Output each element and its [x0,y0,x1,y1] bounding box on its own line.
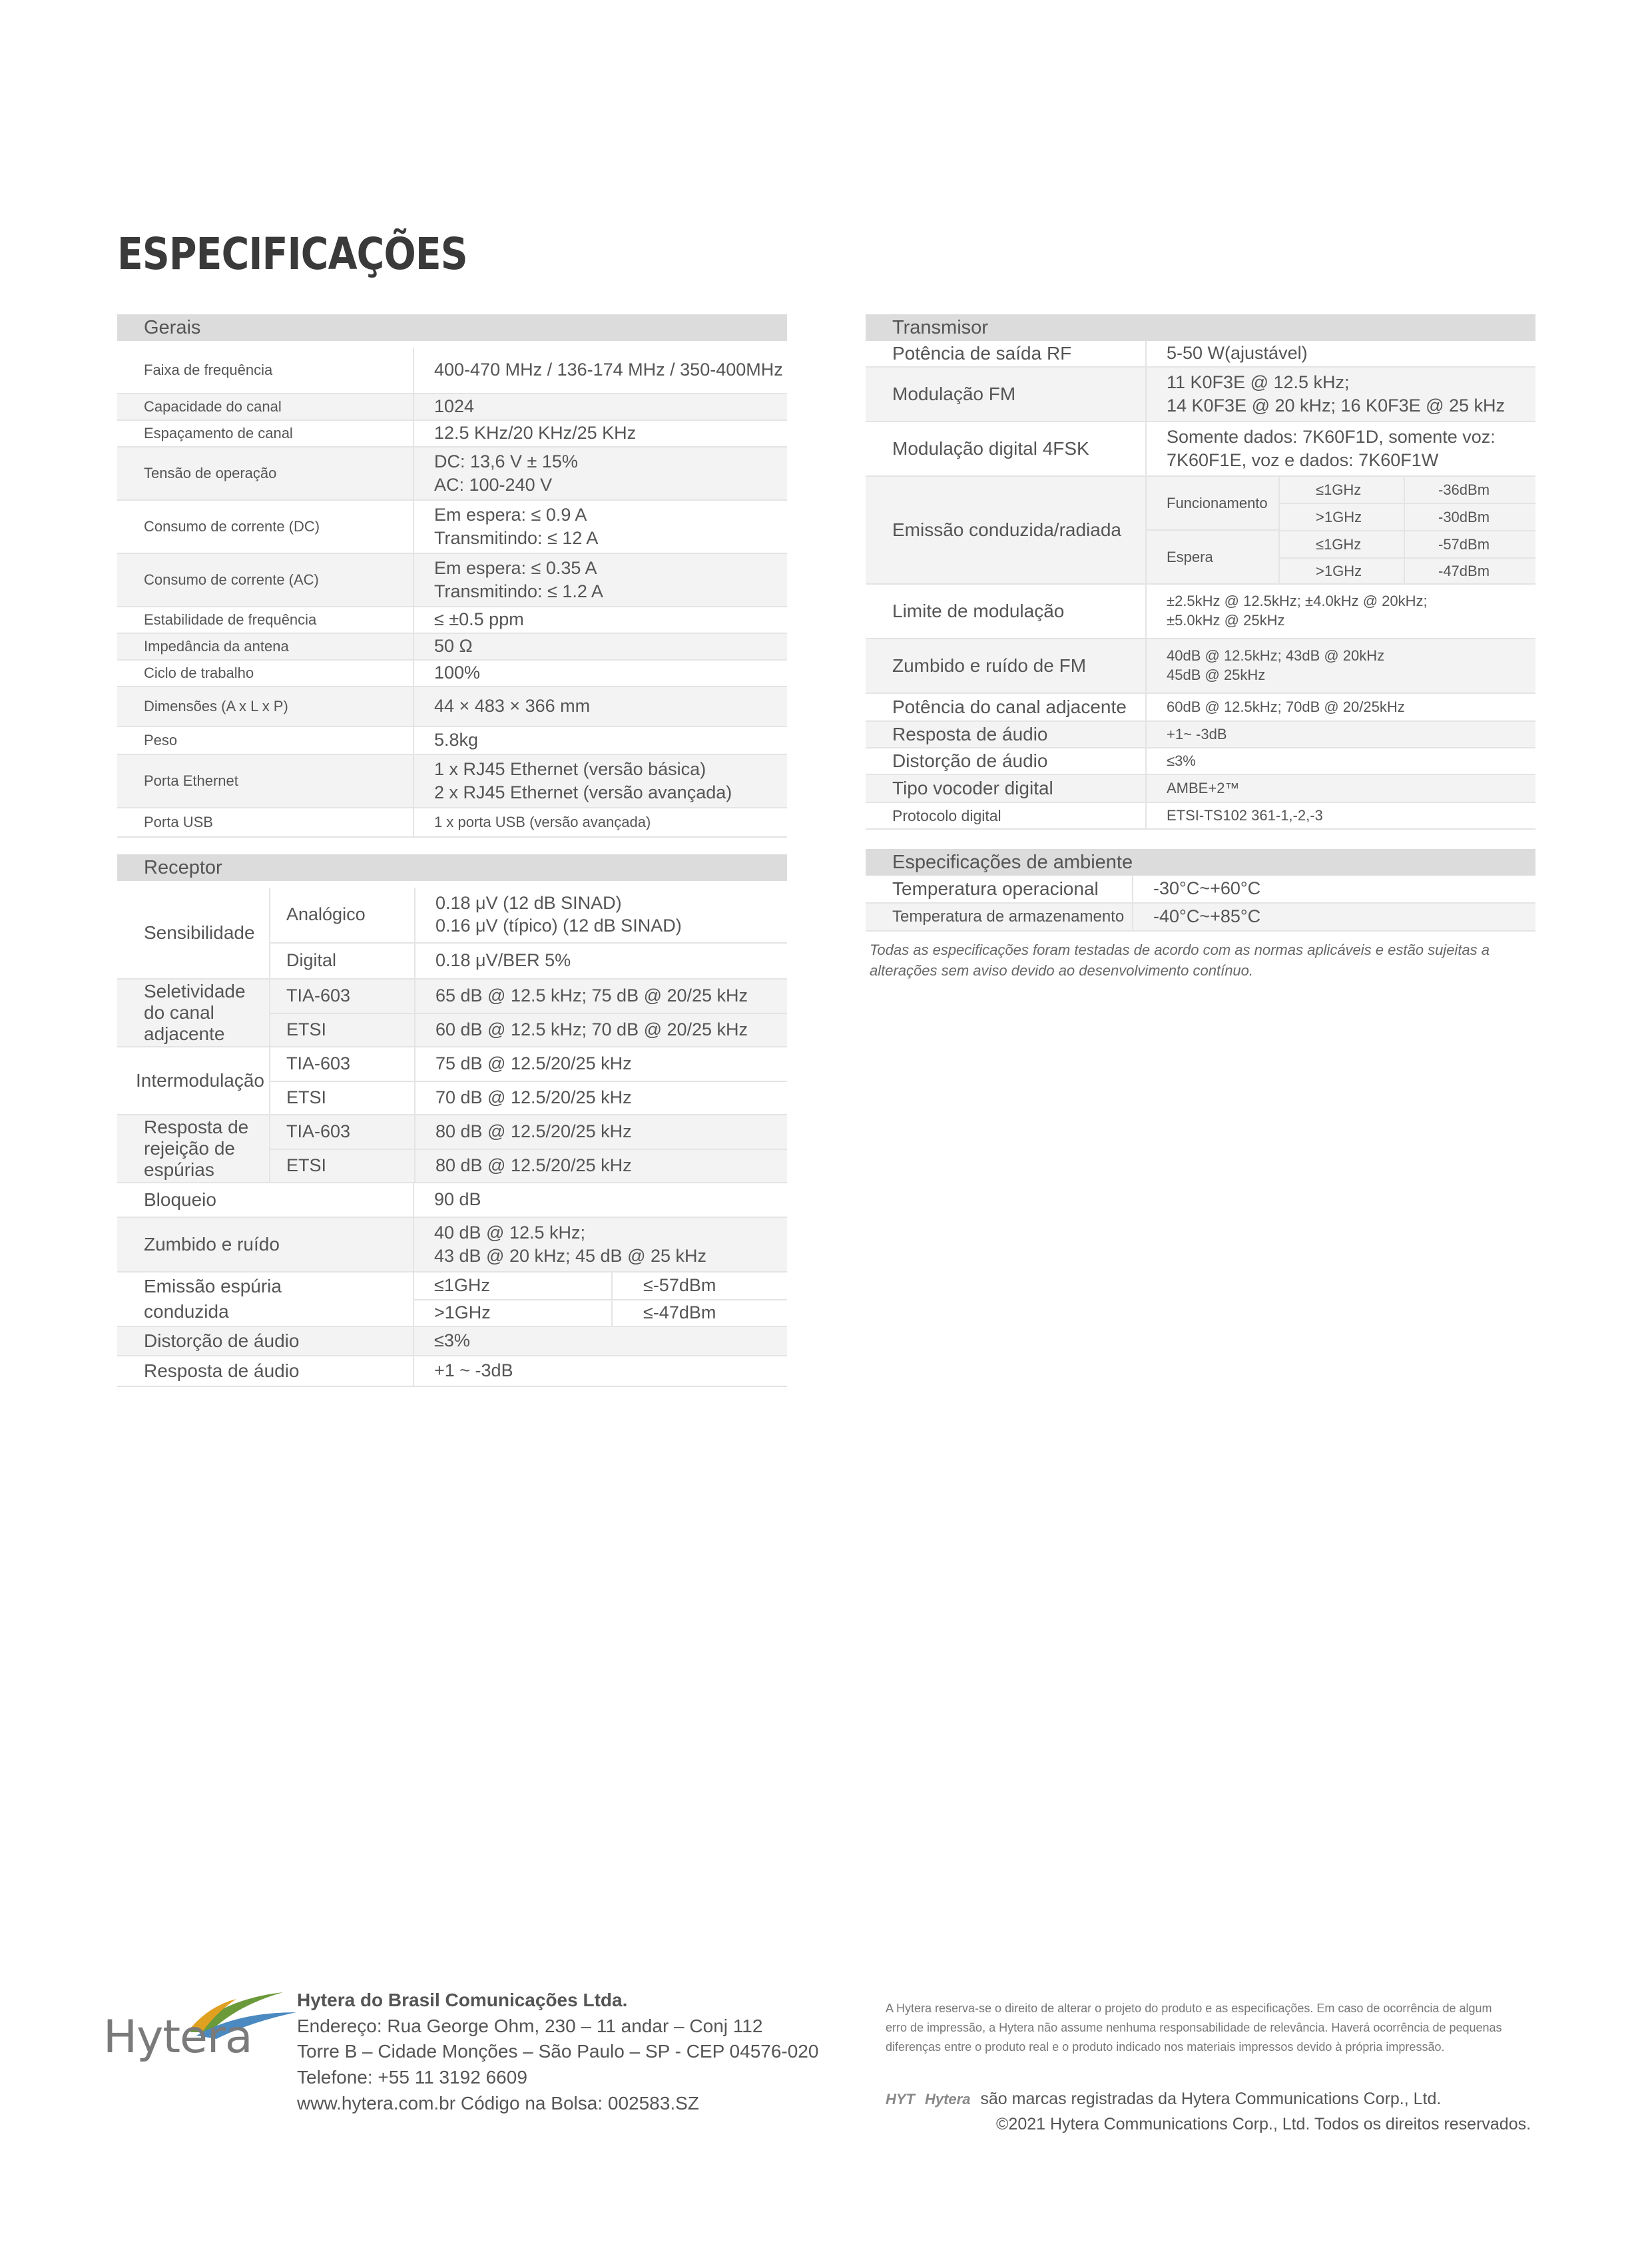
disclaimer [886,1999,1551,2056]
row-value [413,447,787,499]
section-header: Receptor [117,854,787,881]
value-line: 0.18 μV (12 dB SINAD) [435,893,622,914]
table-row [117,1218,787,1272]
mode-label: Funcionamento [1147,477,1278,531]
phone: Telefone: +55 11 3192 6609 [297,2066,527,2088]
table-row [117,661,787,687]
freq-grid [1278,477,1535,583]
table-row [117,607,787,634]
table-row [117,755,787,808]
sub-grid [1145,477,1535,583]
row-value: ETSI-TS102 361-1,-2,-3 [1145,803,1535,828]
row-label: Resposta de áudio [892,724,1048,744]
row-label: Tensão de operação [144,465,277,481]
row-value [1145,368,1535,421]
sub-label: >1GHz [434,1302,491,1323]
table-row [117,501,787,554]
sub-label: ≤1GHz [1316,481,1362,498]
sub-label: TIA-603 [286,1053,351,1074]
table-row [117,1327,787,1356]
sub-row [1280,477,1535,504]
sub-label: ETSI [286,1155,327,1176]
value-line: 40dB @ 12.5kHz; 43dB @ 20kHz [1167,647,1385,665]
section-header: Especificações de ambiente [866,849,1535,876]
sub-row [270,1150,787,1182]
row-label: Temperatura operacional [892,878,1099,899]
value-line: DC: 13,6 V ± 15% [434,451,578,471]
sub-value: 75 dB @ 12.5/20/25 kHz [414,1047,632,1081]
row-label: Emissão conduzida/radiada [892,519,1121,540]
section-ambiente [866,849,1535,932]
table-row [117,808,787,838]
row-value: +1 ~ -3dB [413,1356,787,1386]
sub-label: ≤1GHz [1316,535,1362,553]
table-row [866,368,1535,422]
row-value: 60dB @ 12.5kHz; 70dB @ 20/25kHz [1145,694,1535,720]
table-row [117,687,787,727]
copyright: ©2021 Hytera Communications Corp., Ltd. Todos os direitos reservados. [996,2114,1531,2133]
sub-label: ETSI [286,1019,327,1040]
row-value: ≤3% [1145,748,1535,774]
table-row [117,421,787,447]
row-value: ≤3% [413,1327,787,1355]
address-line: Torre B – Cidade Monções – São Paulo – SP - CEP 04576-020 [297,2041,819,2062]
sub-rows [269,1047,787,1114]
row-label: Distorção de áudio [144,1330,300,1351]
row-label: Ciclo de trabalho [144,665,254,681]
sub-label: ETSI [286,1087,327,1108]
row-label: Sensibilidade [144,922,255,943]
value-line: 2 x RJ45 Ethernet (versão avançada) [434,782,732,802]
sub-value: ≤-57dBm [611,1272,716,1299]
value-line: 43 dB @ 20 kHz; 45 dB @ 25 kHz [434,1246,707,1266]
sub-value: -47dBm [1404,559,1535,583]
value-line: Transmitindo: ≤ 12 A [434,528,599,548]
value-line: 45dB @ 25kHz [1167,667,1266,683]
table-row [866,477,1535,585]
row-value [1145,639,1535,693]
table-row [117,1272,787,1327]
row-label: Modulação digital 4FSK [892,438,1089,459]
table-row [866,803,1535,830]
row-value: 5.8kg [413,727,787,754]
row-label: Protocolo digital [892,806,1001,824]
value-line: ±2.5kHz @ 12.5kHz; ±4.0kHz @ 20kHz; [1167,593,1428,610]
row-value: 1024 [413,394,787,420]
row-label: Intermodulação [136,1070,265,1091]
hytera-logo [103,1991,252,2064]
row-value [413,755,787,807]
sub-value: 80 dB @ 12.5/20/25 kHz [414,1115,632,1149]
sub-row [1280,504,1535,531]
sub-value: ≤-47dBm [611,1300,716,1326]
table-row [117,1183,787,1218]
disclaimer-line: A Hytera reserva-se o direito de alterar o projeto do produto e as especificações. Em caso de ocorrência de algum [886,2002,1492,2015]
row-value: 44 × 483 × 366 mm [413,687,787,726]
value-line: 0.16 μV (típico) (12 dB SINAD) [435,916,682,936]
table-row [866,422,1535,477]
row-label: Zumbido e ruído de FM [892,655,1087,676]
sub-label: ≤1GHz [434,1275,490,1296]
sub-row [270,944,787,978]
row-label: Bloqueio [144,1189,216,1210]
table-row [117,980,787,1047]
sub-row [270,980,787,1014]
disclaimer-line: diferenças entre o produto real e o produto indicado nos materiais impressos devido à própria impressão. [886,2040,1445,2054]
sub-row [270,1014,787,1046]
logo-text: Hytera [103,2011,252,2064]
value-line: 11 K0F3E @ 12.5 kHz; [1167,372,1350,392]
sub-label: >1GHz [1316,562,1362,579]
row-value [413,1218,787,1271]
sub-row [270,888,787,944]
sub-label: Analógico [286,904,366,925]
section-header: Transmisor [866,314,1535,341]
row-label: Porta USB [144,814,213,830]
row-label: Estabilidade de frequência [144,611,317,628]
table-row [866,775,1535,803]
sub-row [270,1047,787,1082]
sub-value: -30dBm [1404,504,1535,530]
row-value: 400-470 MHz / 136-174 MHz / 350-400MHz [413,348,787,393]
row-value: AMBE+2™ [1145,775,1535,802]
sub-label: >1GHz [1316,508,1362,525]
sub-value [414,888,682,942]
table-row [866,904,1535,932]
row-label: Peso [144,732,178,748]
value-line: 14 K0F3E @ 20 kHz; 16 K0F3E @ 25 kHz [1167,396,1506,416]
row-label [117,1274,413,1324]
sub-value: 60 dB @ 12.5 kHz; 70 dB @ 20/25 kHz [414,1014,748,1046]
value-line: 40 dB @ 12.5 kHz; [434,1222,586,1243]
sub-label: Digital [286,950,337,971]
value-line: AC: 100-240 V [434,475,553,495]
row-label: Resposta de áudio [144,1360,300,1381]
row-label: Distorção de áudio [892,750,1048,771]
row-value [1145,422,1535,475]
value-line: 7K60F1E, voz e dados: 7K60F1W [1167,450,1439,470]
sub-rows [413,1272,787,1326]
table-row [117,447,787,501]
hyt-logo: HYT [886,2091,915,2107]
value-line: 1 x RJ45 Ethernet (versão básica) [434,758,706,779]
row-value: 5-50 W(ajustável) [1145,341,1535,366]
specs-note: Todas as especificações foram testadas de acordo com as normas aplicáveis e estão sujeitas a alterações sem aviso devido ao desenvolvimento contínuo. [870,942,1490,979]
sub-value: 80 dB @ 12.5/20/25 kHz [414,1150,632,1182]
row-label: Impedância da antena [144,638,289,655]
sub-row [1280,531,1535,559]
table-row [866,694,1535,722]
table-row [866,341,1535,368]
row-value: 90 dB [413,1183,787,1217]
row-label: Espaçamento de canal [144,425,293,441]
trademark-notice [886,2087,1531,2137]
disclaimer-line: erro de impressão, a Hytera não assume nenhuma responsabilidade de relevância. Haverá ocorrência de pequenas [886,2020,1502,2034]
trademark-text: são marcas registradas da Hytera Communications Corp., Ltd. [980,2090,1442,2108]
row-value: +1~ -3dB [1145,722,1535,747]
sub-label: TIA-603 [286,1121,351,1142]
row-value [1145,585,1535,638]
sub-label: TIA-603 [286,985,351,1006]
value-line: Em espera: ≤ 0.35 A [434,557,597,578]
section-gerais [117,314,787,838]
table-row [117,1047,787,1115]
table-row [117,634,787,661]
table-row [866,722,1535,748]
row-label: Resposta de rejeição de espúrias [144,1116,249,1181]
sub-row [414,1272,787,1300]
row-value: 12.5 KHz/20 KHz/25 KHz [413,421,787,446]
sub-value: -57dBm [1404,531,1535,557]
table-row [117,888,787,980]
row-value: 50 Ω [413,634,787,659]
table-row [117,348,787,394]
label-text: Emissão espúria conduzida [144,1276,282,1322]
sub-rows [269,980,787,1046]
company-name: Hytera do Brasil Comunicações Ltda. [297,1990,628,2010]
table-row [866,876,1535,904]
hytera-small-logo: Hytera [924,2091,971,2107]
table-row [117,1115,787,1183]
mode-column [1147,477,1278,583]
section-header: Gerais [117,314,787,341]
value-line: Em espera: ≤ 0.9 A [434,504,587,525]
sub-row [414,1300,787,1326]
row-label: Potência do canal adjacente [892,697,1127,717]
value-line: Somente dados: 7K60F1D, somente voz: [1167,426,1496,447]
value-line: ±5.0kHz @ 25kHz [1167,612,1285,629]
row-value [413,501,787,553]
row-label: Potência de saída RF [892,343,1072,364]
row-label: Zumbido e ruído [144,1234,280,1255]
row-label: Temperatura de armazenamento [892,908,1125,926]
sub-value: 70 dB @ 12.5/20/25 kHz [414,1082,632,1114]
sub-rows [269,888,787,978]
sub-row [270,1115,787,1150]
row-label: Consumo de corrente (AC) [144,571,319,588]
row-value: ≤ ±0.5 ppm [413,607,787,633]
row-label: Faixa de frequência [144,362,273,378]
row-label: Dimensões (A x L x P) [144,698,288,714]
sub-value: 0.18 μV/BER 5% [414,944,571,978]
table-row [866,585,1535,639]
row-label: Porta Ethernet [144,772,238,789]
mode-label: Espera [1167,548,1213,565]
website: www.hytera.com.br Código na Bolsa: 002583.SZ [297,2092,699,2113]
row-label: Capacidade do canal [144,398,282,415]
value-line: Transmitindo: ≤ 1.2 A [434,581,603,601]
row-value: -40°C~+85°C [1132,904,1535,930]
row-value: 100% [413,661,787,686]
sub-value: -36dBm [1404,477,1535,503]
sub-rows [269,1115,787,1182]
table-row [117,554,787,607]
company-info [297,1988,818,2116]
table-row [866,639,1535,694]
page-title: ESPECIFICAÇÕES [117,228,467,280]
row-label: Consumo de corrente (DC) [144,518,320,535]
table-row [117,1356,787,1387]
table-row [117,394,787,421]
row-value: 1 x porta USB (versão avançada) [413,808,787,836]
section-receptor [117,854,787,1387]
sub-value: 65 dB @ 12.5 kHz; 75 dB @ 20/25 kHz [414,980,748,1013]
sub-row [1280,559,1535,583]
address-line: Endereço: Rua George Ohm, 230 – 11 andar – Conj 112 [297,2015,763,2036]
row-label: Limite de modulação [892,601,1065,621]
row-label: Tipo vocoder digital [892,778,1053,798]
row-label: Modulação FM [892,384,1016,404]
row-value [413,554,787,606]
section-transmissor [866,314,1535,830]
row-value: -30°C~+60°C [1132,876,1535,902]
sub-row [270,1082,787,1114]
table-row [866,748,1535,775]
row-label: Seletividade do canal adjacente [144,980,246,1045]
table-row [117,727,787,755]
